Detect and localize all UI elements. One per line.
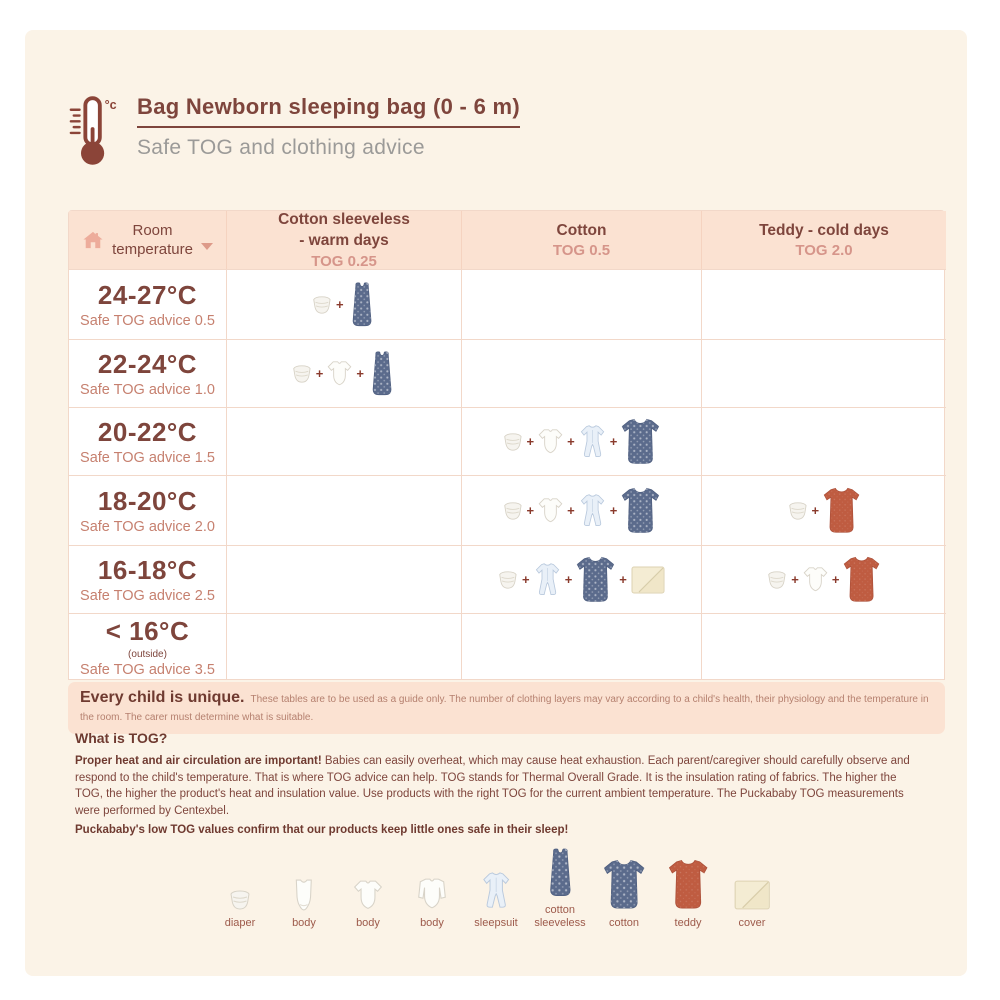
row-temperature-note: (outside) — [128, 648, 167, 660]
legend-label: body — [420, 916, 444, 929]
column-name: Teddy - cold days — [759, 221, 889, 239]
tog-info-paragraph — [75, 753, 913, 838]
cell-r0-teddy — [701, 269, 946, 339]
plus-separator: + — [526, 503, 535, 518]
sleepsuit-icon — [578, 424, 607, 460]
cover-icon — [733, 879, 771, 911]
column-header-cotton-sleeveless — [226, 211, 461, 269]
legend-label: cover — [738, 916, 766, 929]
bag-cotton-icon — [575, 556, 616, 604]
legend-item-body-sleeveless — [276, 879, 333, 930]
cell-r2-teddy — [701, 407, 946, 475]
bag-sleeveless-icon — [347, 282, 377, 328]
plus-separator: + — [356, 366, 364, 381]
column-header-teddy — [701, 211, 946, 269]
body-sleeveless-icon — [291, 879, 317, 911]
sleepsuit-icon — [578, 493, 607, 529]
diaper-icon — [502, 501, 524, 521]
column-name: Cotton — [556, 221, 607, 239]
bag-cotton-icon — [620, 418, 661, 466]
unique-note — [68, 682, 945, 734]
cell-r3-cotton — [461, 475, 701, 545]
note-heading: Every child is unique. — [80, 689, 245, 706]
sleepsuit-icon — [480, 871, 512, 911]
plus-separator: + — [315, 366, 324, 381]
cell-r5-cotton — [461, 613, 701, 679]
bag-sleeveless-icon — [544, 848, 577, 898]
row-tog-advice: Safe TOG advice 1.5 — [80, 450, 215, 466]
page-title: Bag Newborn sleeping bag (0 - 6 m) — [137, 94, 520, 128]
legend-label: cotton — [609, 916, 639, 929]
cell-r5-teddy — [701, 613, 946, 679]
caret-down-icon — [201, 243, 213, 250]
page-subtitle: Safe TOG and clothing advice — [137, 136, 425, 159]
legend-item-bag-teddy — [660, 859, 717, 930]
diaper-icon — [291, 364, 313, 384]
bag-cotton-icon — [620, 487, 661, 535]
legend-label: cotton sleeveless — [534, 904, 586, 929]
body-short-icon — [802, 566, 829, 593]
legend-item-bag-cotton — [596, 859, 653, 930]
body-short-icon — [537, 428, 564, 455]
plus-separator: + — [526, 434, 535, 449]
cell-r5-cotton-sleeveless — [226, 613, 461, 679]
diaper-icon — [502, 432, 524, 452]
diaper-icon — [311, 295, 333, 315]
room-temperature-label — [112, 221, 193, 260]
tog-table-wrap — [68, 210, 945, 734]
row-tog-advice: Safe TOG advice 2.5 — [80, 588, 215, 604]
legend-label: teddy — [674, 916, 702, 929]
thermometer-icon — [67, 94, 123, 168]
diaper-icon — [766, 570, 788, 590]
cell-r3-cotton-sleeveless — [226, 475, 461, 545]
legend-label: diaper — [224, 916, 256, 929]
column-tog-value: TOG 2.0 — [795, 242, 853, 260]
row-tog-advice: Safe TOG advice 3.5 — [80, 661, 215, 678]
legend-item-cover — [724, 879, 781, 930]
room-temperature-header — [69, 211, 226, 269]
plus-separator: + — [522, 572, 530, 587]
cell-r1-teddy — [701, 339, 946, 407]
tog-info-segment-0: Proper heat and air circulation are important! — [75, 755, 322, 767]
cell-r0-cotton — [461, 269, 701, 339]
row-label — [69, 269, 226, 339]
note-text: These tables are to be used as a guide only. The number of clothing layers may vary according to a child's health, their physiology and the temperature in the room. The carer must determine what is suitable. — [80, 694, 929, 723]
room-label-line2: temperature — [112, 241, 193, 258]
row-label — [69, 613, 226, 679]
row-label — [69, 545, 226, 613]
title-block — [137, 94, 520, 160]
plus-separator: + — [567, 503, 575, 518]
legend-item-body-long — [404, 877, 461, 930]
body-short-icon — [537, 497, 564, 524]
cell-r4-cotton-sleeveless — [226, 545, 461, 613]
legend-item-sleepsuit — [468, 871, 525, 930]
cell-r3-teddy — [701, 475, 946, 545]
bag-sleeveless-icon — [367, 351, 397, 397]
diaper-icon — [787, 501, 809, 521]
legend-label: body — [292, 916, 316, 929]
row-temperature: 20-22°C — [97, 417, 198, 447]
plus-separator: + — [791, 572, 799, 587]
diaper-icon — [228, 889, 252, 911]
tog-info-heading: What is TOG? — [75, 730, 168, 746]
plus-separator: + — [609, 434, 618, 449]
row-label — [69, 475, 226, 545]
tog-info-segment-2: Puckababy's low TOG values confirm that our products keep little ones safe in their sleep! — [75, 823, 569, 836]
cell-r4-teddy — [701, 545, 946, 613]
row-label — [69, 339, 226, 407]
body-short-icon — [352, 879, 384, 911]
row-temperature: 18-20°C — [97, 486, 198, 516]
bag-cotton-icon — [602, 859, 646, 911]
legend-item-bag-sleeveless — [532, 848, 589, 929]
legend-item-diaper — [212, 889, 269, 930]
body-long-icon — [415, 877, 449, 911]
plus-separator: + — [831, 572, 840, 587]
row-temperature: 22-24°C — [97, 349, 198, 379]
diaper-icon — [497, 570, 519, 590]
tog-info-segment-1: Babies can easily overheat, which may cause heat exhaustion. Each parent/caregiver should carefully observe and respond to the child's temperature. That is where TOG advice can help. TOG stands for Thermal Overall Grade. It is the insulation rating of fabrics. The higher the TOG, the higher the product's heat and insulation value. Use products with the right TOG for the current ambient temperature. The Puckababy TOG measurements were performed by Centexbel. — [75, 755, 910, 818]
column-name: - warm days — [299, 232, 389, 249]
row-temperature: < 16°C — [105, 615, 190, 646]
legend — [25, 848, 967, 929]
column-tog-value: TOG 0.25 — [311, 252, 377, 270]
plus-separator: + — [336, 297, 344, 312]
row-tog-advice: Safe TOG advice 1.0 — [80, 382, 215, 398]
legend-label: body — [356, 916, 380, 929]
cell-r4-cotton — [461, 545, 701, 613]
bag-teddy-icon — [822, 487, 861, 535]
legend-item-body-short — [340, 879, 397, 930]
cell-r2-cotton-sleeveless — [226, 407, 461, 475]
body-short-icon — [326, 360, 353, 387]
column-name: Cotton sleeveless — [278, 211, 410, 229]
tog-info-section — [75, 730, 913, 838]
row-tog-advice: Safe TOG advice 2.0 — [80, 519, 215, 535]
plus-separator: + — [811, 503, 820, 518]
cell-r2-cotton — [461, 407, 701, 475]
brand-header — [67, 94, 520, 168]
row-temperature: 16-18°C — [97, 555, 198, 585]
cell-r1-cotton-sleeveless — [226, 339, 461, 407]
plus-separator: + — [564, 572, 573, 587]
house-icon — [82, 230, 104, 250]
cell-r0-cotton-sleeveless — [226, 269, 461, 339]
row-label — [69, 407, 226, 475]
legend-label: sleepsuit — [474, 916, 518, 929]
bag-teddy-icon — [842, 556, 881, 604]
row-temperature: 24-27°C — [97, 280, 198, 310]
plus-separator: + — [609, 503, 618, 518]
plus-separator: + — [619, 572, 627, 587]
column-header-cotton — [461, 211, 701, 269]
column-tog-value: TOG 0.5 — [552, 242, 611, 260]
tog-table — [68, 210, 945, 680]
bag-teddy-icon — [667, 859, 709, 911]
cover-icon — [630, 565, 666, 595]
plus-separator: + — [567, 434, 575, 449]
sleepsuit-icon — [533, 562, 562, 598]
row-tog-advice: Safe TOG advice 0.5 — [80, 313, 215, 329]
room-label-line1: Room — [132, 221, 173, 239]
info-card — [25, 30, 967, 976]
thermometer-unit: °c — [104, 97, 117, 112]
cell-r1-cotton — [461, 339, 701, 407]
